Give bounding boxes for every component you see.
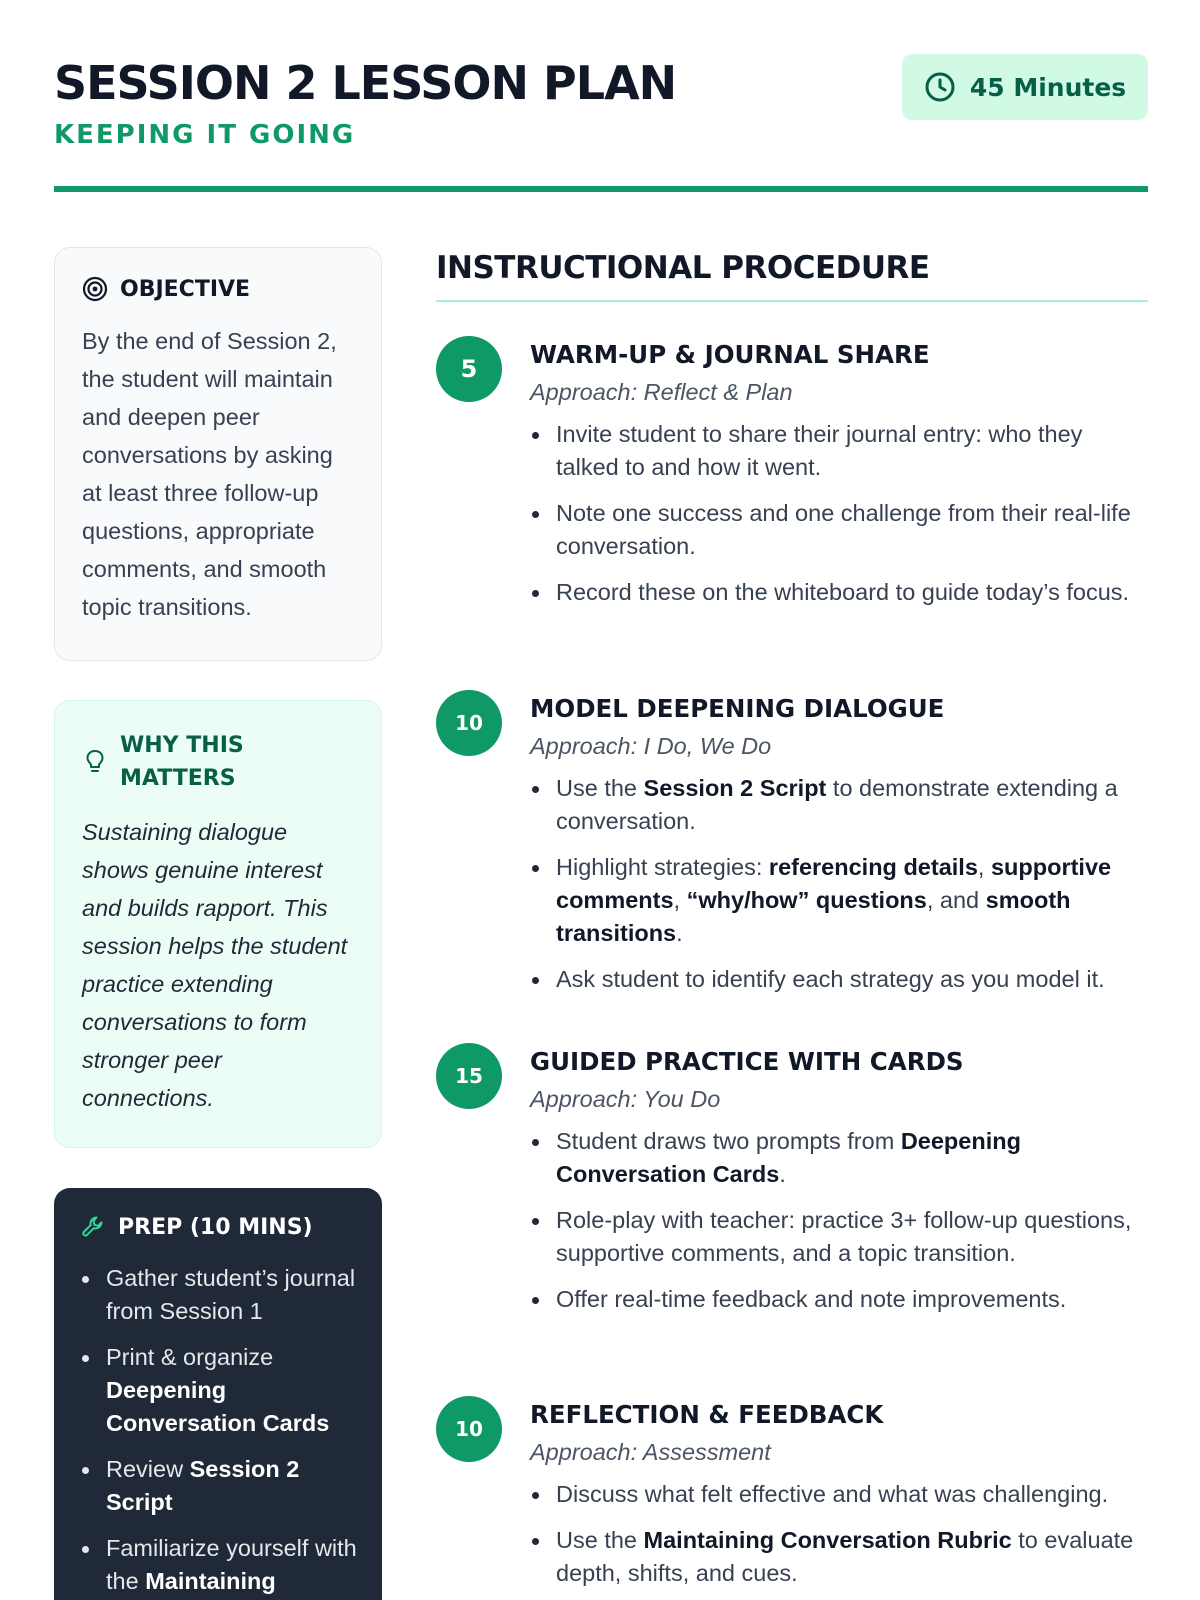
step-bullets [530, 772, 1148, 996]
step-title: REFLECTION & FEEDBACK [530, 1400, 884, 1429]
step-minutes-badge: 15 [436, 1043, 502, 1109]
page-subtitle: KEEPING IT GOING [54, 120, 356, 150]
step-approach: Approach: Assessment [530, 1439, 771, 1465]
step-bullet: Highlight strategies: referencing details, supportive comments, “why/how” questions, and smooth transitions. [530, 851, 1148, 950]
procedure-heading: INSTRUCTIONAL PROCEDURE [436, 250, 930, 286]
step-bullet: Invite student to share their journal entry: who they talked to and how it went. [530, 418, 1148, 484]
step-bullets [530, 418, 1148, 609]
step-bullet: Ask student to identify each strategy as you model it. [530, 963, 1148, 996]
why-card [54, 700, 382, 1148]
prep-item: Familiarize yourself with the Maintaining [80, 1532, 358, 1598]
target-icon [82, 276, 108, 302]
step-bullet: Role-play with teacher: practice 3+ follow-up questions, supportive comments, and a topic transition. [530, 1204, 1148, 1270]
procedure-divider [436, 300, 1148, 302]
prep-card [54, 1188, 382, 1600]
step-title: WARM-UP & JOURNAL SHARE [530, 340, 930, 369]
step-bullet: Note one success and one challenge from their real-life conversation. [530, 497, 1148, 563]
step-bullets [530, 1478, 1148, 1590]
step-bullet: Use the Maintaining Conversation Rubric to evaluate depth, shifts, and cues. [530, 1524, 1148, 1590]
step-bullet: Offer real-time feedback and note improvements. [530, 1283, 1148, 1316]
objective-text: By the end of Session 2, the student will maintain and deepen peer conversations by asking at least three follow-up questions, appropriate comments, and smooth topic transitions. [82, 328, 337, 620]
step-bullet: Discuss what felt effective and what was challenging. [530, 1478, 1148, 1511]
prep-list [80, 1262, 358, 1598]
why-heading-label: WHY THIS MATTERS [120, 733, 244, 791]
step-approach: Approach: I Do, We Do [530, 733, 772, 759]
lesson-plan-page [54, 0, 1148, 1600]
prep-heading-label: PREP (10 MINS) [118, 1214, 313, 1240]
step-minutes-badge: 10 [436, 690, 502, 756]
step-approach: Approach: You Do [530, 1086, 721, 1112]
instructional-procedure [436, 250, 1148, 1586]
step-title: MODEL DEEPENING DIALOGUE [530, 694, 945, 723]
why-heading [82, 729, 355, 795]
step-bullet: Student draws two prompts from Deepening Conversation Cards. [530, 1125, 1148, 1191]
step-title: GUIDED PRACTICE WITH CARDS [530, 1047, 964, 1076]
step-bullets [530, 1125, 1148, 1316]
header-divider [54, 186, 1148, 192]
lightbulb-icon [82, 747, 108, 777]
step-bullet: Use the Session 2 Script to demonstrate extending a conversation. [530, 772, 1148, 838]
prep-item: Gather student’s journal from Session 1 [80, 1262, 358, 1328]
wrench-icon [80, 1214, 106, 1240]
step-bullet: Record these on the whiteboard to guide today’s focus. [530, 576, 1148, 609]
objective-card [54, 247, 382, 661]
duration-badge [902, 54, 1148, 120]
step-approach: Approach: Reflect & Plan [530, 379, 793, 405]
duration-label: 45 Minutes [969, 72, 1127, 102]
prep-heading [80, 1214, 358, 1240]
prep-item: Print & organize Deepening Conversation Cards [80, 1341, 358, 1440]
step-minutes-badge: 10 [436, 1396, 502, 1462]
page-title: SESSION 2 LESSON PLAN [54, 56, 677, 110]
prep-item: Review Session 2 Script [80, 1453, 358, 1519]
why-text: Sustaining dialogue shows genuine interest and builds rapport. This session helps the student practice extending conversations to form stronger peer connections. [82, 819, 348, 1111]
step-minutes-badge: 5 [436, 336, 502, 402]
objective-heading [82, 276, 355, 302]
objective-heading-label: OBJECTIVE [120, 276, 251, 302]
clock-icon [924, 71, 956, 103]
